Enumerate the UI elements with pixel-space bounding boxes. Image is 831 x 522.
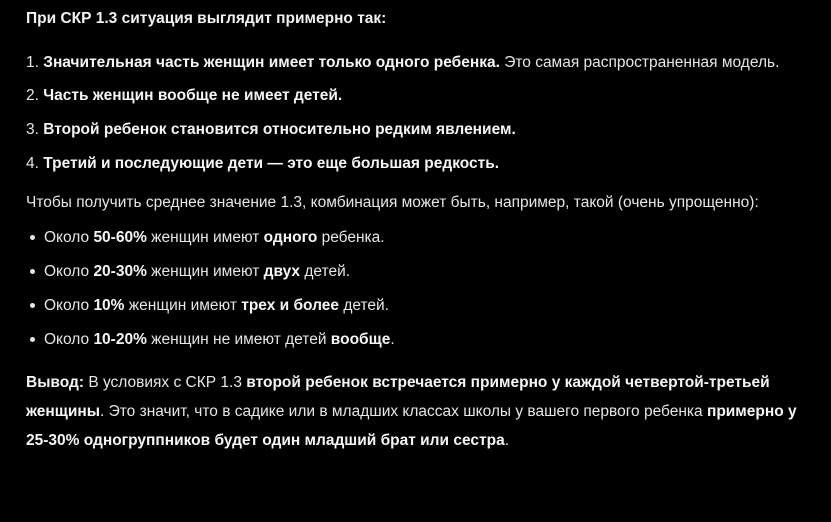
conclusion-text: . Это значит, что в садике или в младших классах школы у вашего первого ребенка <box>99 403 707 421</box>
conclusion-text: В условиях с СКР 1.3 <box>84 374 247 392</box>
numbered-list <box>26 52 805 175</box>
bullet-text: детей. <box>300 263 351 281</box>
heading: При СКР 1.3 ситуация выглядит примерно так: <box>26 10 387 27</box>
bullet-bold: 10-20% <box>93 330 147 348</box>
list-number: 4. <box>26 154 44 172</box>
conclusion-label: Вывод: <box>26 374 85 392</box>
list-item-text: Это самая распространенная модель. <box>499 53 780 71</box>
bullet-bold: 10% <box>93 296 125 314</box>
conclusion-text: . <box>504 432 510 450</box>
bullet-bold: 20-30% <box>93 263 147 281</box>
bullet-text: Около <box>44 296 94 314</box>
bullet-text: . <box>390 330 395 348</box>
bullet-list <box>26 227 805 350</box>
conclusion-bold: второй ребенок встречается примерно у каждой четвертой-третьей женщины <box>26 374 770 421</box>
list-item <box>26 153 805 175</box>
bullet-icon <box>30 337 35 342</box>
list-item <box>26 119 805 141</box>
bullet-text: детей. <box>339 296 389 314</box>
bullet-bold: одного <box>263 229 318 247</box>
paragraph: Чтобы получить среднее значение 1.3, комбинация может быть, например, такой (очень упрощенно): <box>26 194 759 212</box>
bullet-text: женщин имеют <box>146 229 264 247</box>
conclusion-bold: примерно у 25-30% одногруппников будет один младший брат или сестра <box>26 403 797 450</box>
bullet-text: женщин имеют <box>146 263 264 281</box>
list-item-bold: Второй ребенок становится относительно редким явлением. <box>43 121 516 139</box>
bullet-text: Около <box>44 330 94 348</box>
bullet-text: ребенка. <box>317 229 385 247</box>
bullet-item <box>26 227 805 249</box>
bullet-bold: трех и более <box>241 296 340 314</box>
bullet-text: женщин имеют <box>124 296 242 314</box>
bullet-icon <box>30 303 35 308</box>
bullet-bold: 50-60% <box>93 229 147 247</box>
bullet-item <box>26 329 805 351</box>
list-item-bold: Часть женщин вообще не имеет детей. <box>43 87 343 105</box>
bullet-item <box>26 295 805 317</box>
bullet-text: Около <box>44 229 94 247</box>
list-number: 3. <box>26 121 44 139</box>
bullet-icon <box>30 269 35 274</box>
bullet-text: Около <box>44 263 94 281</box>
bullet-bold: двух <box>263 263 301 281</box>
bullet-bold: вообще <box>330 330 391 348</box>
bullet-item <box>26 261 805 283</box>
conclusion <box>26 368 805 455</box>
list-item <box>26 52 805 74</box>
list-item <box>26 85 805 107</box>
list-item-bold: Значительная часть женщин имеет только одного ребенка. <box>43 53 500 71</box>
list-item-bold: Третий и последующие дети — это еще большая редкость. <box>43 154 500 172</box>
list-number: 2. <box>26 87 44 105</box>
list-number: 1. <box>26 53 44 71</box>
bullet-text: женщин не имеют детей <box>146 330 331 348</box>
bullet-icon <box>30 235 35 240</box>
